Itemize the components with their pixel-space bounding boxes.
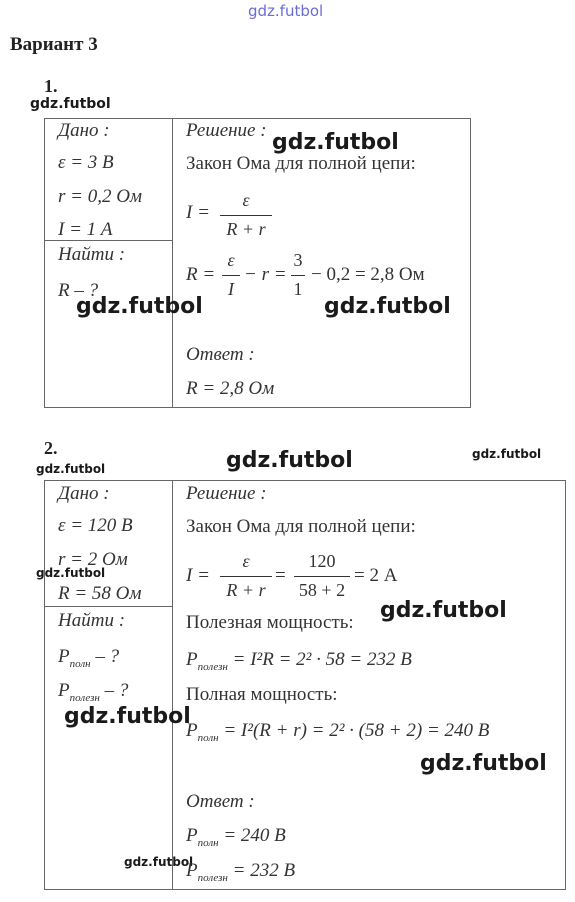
answer-label: Ответ : <box>186 791 255 812</box>
given-emf: ε = 3 В <box>58 152 114 173</box>
watermark: gdz.futbol <box>124 855 194 869</box>
watermark: gdz.futbol <box>36 566 106 580</box>
given-label: Дано : <box>58 120 110 141</box>
watermark: gdz.futbol <box>380 598 507 623</box>
watermark: gdz.futbol <box>420 751 547 776</box>
problem2-number: 2. <box>44 438 58 458</box>
formula2-lhs: R = <box>186 264 216 285</box>
formula-current-lhs: I = <box>186 565 210 586</box>
watermark: gdz.futbol <box>226 448 353 473</box>
given-label: Дано : <box>58 483 110 504</box>
find-p-total: $P_{полн}$ – ? <box>58 646 120 670</box>
problem1-number: 1. <box>44 76 58 96</box>
find-label: Найти : <box>58 610 126 631</box>
watermark: gdz.futbol <box>64 704 191 729</box>
answer-useful: $P_{полезн} = 232$ В <box>186 860 296 884</box>
watermark: gdz.futbol <box>272 130 399 155</box>
watermark: gdz.futbol <box>30 96 111 112</box>
given-emf: ε = 120 В <box>58 515 133 536</box>
watermark-top: gdz.futbol <box>248 2 324 20</box>
watermark: gdz.futbol <box>76 294 203 319</box>
law-text: Закон Ома для полной цепи: <box>186 516 416 537</box>
given-R: R = 58 Ом <box>58 583 142 604</box>
variant-title: Вариант 3 <box>10 34 98 55</box>
solution-label: Решение : <box>186 483 267 504</box>
given-current: I = 1 А <box>58 219 113 240</box>
watermark: gdz.futbol <box>472 447 542 461</box>
find-p-useful: $P_{полезн}$ – ? <box>58 680 129 704</box>
useful-power-label: Полезная мощность: <box>186 612 354 633</box>
find-r: R – ? <box>58 280 99 301</box>
law-text: Закон Ома для полной цепи: <box>186 153 416 174</box>
solution-label: Решение : <box>186 120 267 141</box>
total-power-formula: $P_{полн} = I^2(R + r) = 2^2 \cdot (58 + 2) = 240$ В <box>186 720 490 744</box>
total-power-label: Полная мощность: <box>186 684 338 705</box>
watermark: gdz.futbol <box>324 294 451 319</box>
answer-total: $P_{полн} = 240$ В <box>186 825 286 849</box>
answer-label: Ответ : <box>186 344 255 365</box>
given-r: r = 2 Ом <box>58 549 128 570</box>
formula1-fraction: ε R + r <box>220 190 272 240</box>
given-r: r = 0,2 Ом <box>58 186 143 207</box>
find-label: Найти : <box>58 244 126 265</box>
answer-value: R = 2,8 Ом <box>186 378 275 399</box>
useful-power-formula: $P_{полезн} = I^2R = 2^2 \cdot 58 = 232$ В <box>186 649 412 673</box>
formula1-lhs: I = <box>186 202 210 223</box>
watermark: gdz.futbol <box>36 462 106 476</box>
